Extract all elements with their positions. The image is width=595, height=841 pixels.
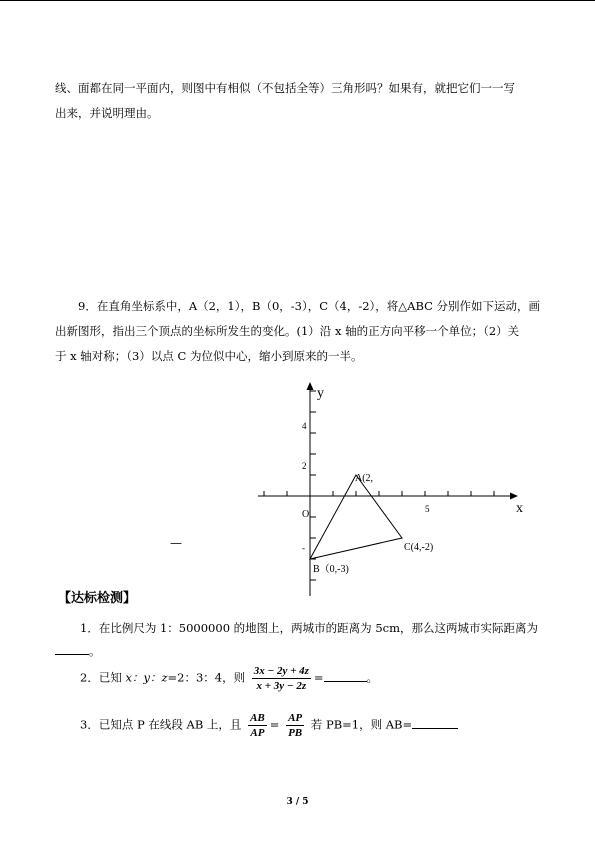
q3-frac2-numerator: AP (288, 712, 303, 724)
q3-fraction-1 (248, 712, 267, 739)
q2-vars: x：y：z (125, 670, 168, 685)
q1-text: 1．在比例尺为 1：5000000 的地图上，两城市的距离为 5cm，那么这两城市实际距离为 (80, 621, 538, 635)
q1-tail: 。 (89, 644, 101, 658)
q9-line-3: 于 x 轴对称；（3）以点 C 为位似中心，缩小到原来的一半。 (55, 349, 363, 363)
q2-tail: 。 (366, 670, 379, 685)
question-1-answer (55, 643, 101, 659)
point-b-label: B（0,-3) (313, 564, 349, 575)
triangle-abc (310, 475, 402, 559)
x-axis-arrow (510, 493, 518, 500)
q3-fraction-2 (286, 712, 304, 739)
tick-label-y4: 4 (302, 421, 307, 431)
question-3 (80, 712, 458, 739)
q1-answer-blank[interactable] (55, 643, 89, 655)
q3-prefix: 3．已知点 P 在线段 AB 上，且 (80, 717, 242, 732)
q3-frac2-denominator: PB (288, 727, 303, 739)
tick-label-y2: 2 (302, 461, 307, 471)
section-heading: 【达标检测】 (58, 591, 137, 606)
q2-answer-blank[interactable] (324, 670, 367, 682)
q3-suffix: 若 PB=1，则 AB= (307, 717, 413, 732)
negative-tick-label: - (302, 543, 305, 553)
q3-frac1-numerator: AB (250, 712, 265, 724)
origin-label: O (302, 509, 310, 520)
q2-fraction (252, 665, 311, 692)
q9-line-1: 9．在直角坐标系中，A（2，1），B（0，-3），C（4，-2），将△ABC 分别作如下运动，画 (78, 299, 541, 313)
q3-answer-blank[interactable] (412, 717, 458, 729)
q2-prefix: 2．已知 (80, 670, 126, 685)
tick-label-x5: 5 (425, 504, 430, 514)
question-1 (80, 620, 538, 636)
y-axis-arrow (307, 382, 314, 390)
point-a-label: A(2, (355, 473, 374, 484)
q2-equals: = (313, 670, 324, 685)
intro-line-2: 出来，并说明理由。 (55, 106, 159, 120)
q9-line-2: 出新图形，指出三个顶点的坐标所发生的变化。(1）沿 x 轴的正方向平移一个单位；（2）关 (55, 324, 520, 338)
point-c-label: C(4,-2) (404, 542, 434, 553)
q2-numerator: 3x − 2y + 4z (253, 665, 309, 677)
y-axis-label: y (317, 386, 324, 401)
stray-dash: — (170, 536, 182, 550)
page-number: 3 / 5 (286, 797, 309, 807)
x-axis-label: x (516, 501, 523, 516)
question-2 (80, 665, 378, 692)
q3-frac1-denominator: AP (250, 727, 265, 739)
q3-equals: = (269, 717, 280, 732)
q2-denominator: x + 3y − 2z (256, 680, 307, 692)
intro-line-1: 线、面都在同一平面内，则图中有相似（不包括全等）三角形吗？如果有，就把它们一一写 (55, 81, 515, 95)
q2-ratio: =2：3：4，则 (167, 670, 246, 685)
